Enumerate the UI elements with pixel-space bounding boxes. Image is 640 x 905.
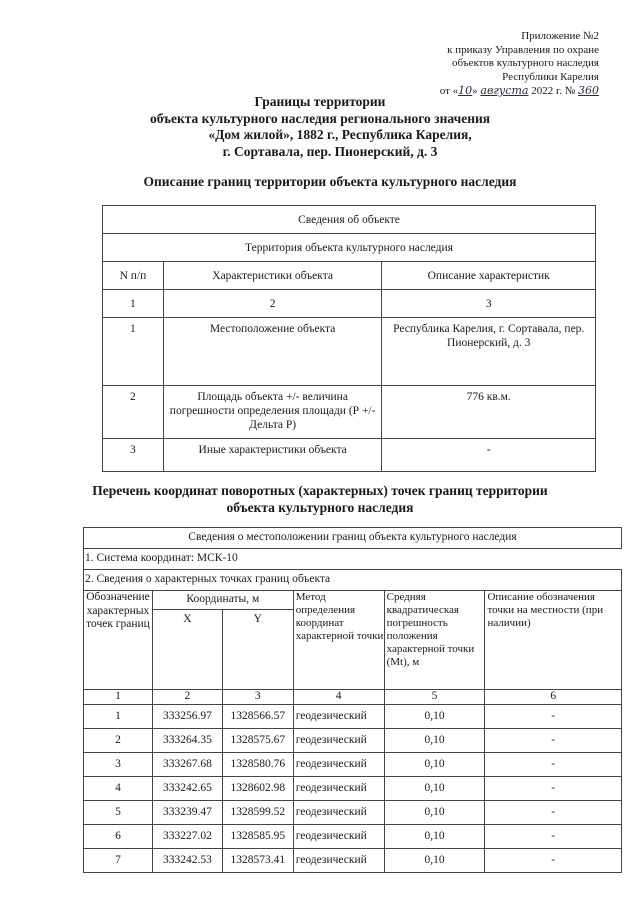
- point-x: 333227.02: [152, 825, 222, 849]
- row-number: 1: [103, 318, 164, 386]
- point-description: -: [485, 777, 622, 801]
- point-id: 2: [84, 729, 153, 753]
- column-header-error: Средняя квадратическая погрешность положения характерной точки (Mt), м: [384, 591, 485, 690]
- point-error: 0,10: [384, 705, 485, 729]
- point-y: 1328599.52: [222, 801, 293, 825]
- section-title-coordinates: [0, 483, 640, 516]
- column-number: 3: [222, 690, 293, 705]
- table-row: [84, 825, 622, 849]
- appendix-block: [440, 30, 599, 99]
- point-y: 1328575.67: [222, 729, 293, 753]
- row-number: 3: [103, 439, 164, 472]
- table-header: Сведения о местоположении границ объекта культурного наследия: [84, 528, 622, 549]
- table-row: [84, 729, 622, 753]
- section-title-line: Перечень координат поворотных (характерных) точек границ территории: [92, 483, 548, 498]
- table-row: [103, 386, 596, 439]
- point-method: геодезический: [293, 849, 384, 873]
- point-y: 1328573.41: [222, 849, 293, 873]
- point-id: 3: [84, 753, 153, 777]
- appendix-line: Приложение №2: [521, 30, 599, 42]
- point-id: 1: [84, 705, 153, 729]
- column-number: 2: [152, 690, 222, 705]
- table-row: [84, 777, 622, 801]
- column-number: 4: [293, 690, 384, 705]
- point-error: 0,10: [384, 753, 485, 777]
- title-line: Границы территории: [254, 94, 386, 109]
- point-method: геодезический: [293, 753, 384, 777]
- coordinate-system: 1. Система координат: МСК-10: [84, 549, 622, 570]
- column-number: 3: [382, 290, 596, 318]
- point-error: 0,10: [384, 801, 485, 825]
- table-row: [103, 439, 596, 472]
- title-line: объекта культурного наследия регионального значения: [149, 110, 491, 126]
- point-method: геодезический: [293, 777, 384, 801]
- column-header: N п/п: [103, 262, 164, 290]
- point-id: 4: [84, 777, 153, 801]
- point-description: -: [485, 825, 622, 849]
- point-description: -: [485, 705, 622, 729]
- row-description: -: [382, 439, 596, 472]
- appendix-line: Республики Карелия: [502, 70, 599, 83]
- handwritten-day: 10: [458, 84, 473, 97]
- point-y: 1328580.76: [222, 753, 293, 777]
- table-row: [84, 705, 622, 729]
- table-row: [84, 849, 622, 873]
- point-method: геодезический: [293, 729, 384, 753]
- point-id: 6: [84, 825, 153, 849]
- point-id: 5: [84, 801, 153, 825]
- column-header: Характеристики объекта: [163, 262, 382, 290]
- title-line: «Дом жилой», 1882 г., Республика Карелия,: [208, 127, 472, 142]
- appendix-line: объектов культурного наследия: [452, 57, 599, 69]
- point-y: 1328566.57: [222, 705, 293, 729]
- point-x: 333267.68: [152, 753, 222, 777]
- column-header: Описание характеристик: [382, 262, 596, 290]
- point-x: 333239.47: [152, 801, 222, 825]
- date-year: 2022 г. №: [531, 85, 576, 97]
- section-title-line: объекта культурного наследия: [226, 499, 414, 515]
- handwritten-order-number: 360: [578, 84, 599, 97]
- row-description: 776 кв.м.: [382, 386, 596, 439]
- point-description: -: [485, 729, 622, 753]
- row-characteristic: Местоположение объекта: [163, 318, 382, 386]
- coordinates-table: [83, 527, 622, 873]
- point-method: геодезический: [293, 705, 384, 729]
- column-number: 2: [163, 290, 382, 318]
- table-row: [84, 753, 622, 777]
- point-error: 0,10: [384, 729, 485, 753]
- point-description: -: [485, 849, 622, 873]
- point-y: 1328602.98: [222, 777, 293, 801]
- column-header-coordinates: Координаты, м: [152, 591, 293, 610]
- point-error: 0,10: [384, 825, 485, 849]
- section-title-description: Описание границ территории объекта культурного наследия: [143, 174, 517, 189]
- row-characteristic: Иные характеристики объекта: [163, 439, 382, 472]
- table-subheader: Территория объекта культурного наследия: [103, 234, 596, 262]
- points-info: 2. Сведения о характерных точках границ объекта: [84, 570, 622, 591]
- document-title: [0, 94, 640, 160]
- point-id: 7: [84, 849, 153, 873]
- date-mid: »: [472, 85, 478, 97]
- point-description: -: [485, 753, 622, 777]
- title-line: г. Сортавала, пер. Пионерский, д. 3: [222, 143, 438, 159]
- column-number: 1: [103, 290, 164, 318]
- column-header-y: Y: [222, 610, 293, 690]
- point-error: 0,10: [384, 849, 485, 873]
- point-y: 1328585.95: [222, 825, 293, 849]
- column-header-method: Метод определения координат характерной точки: [293, 591, 384, 690]
- handwritten-month: августа: [480, 84, 529, 97]
- point-method: геодезический: [293, 801, 384, 825]
- object-info-table: [102, 205, 596, 472]
- column-header-description: Описание обозначения точки на местности (при наличии): [485, 591, 622, 690]
- column-header-x: X: [152, 610, 222, 690]
- point-method: геодезический: [293, 825, 384, 849]
- table-row: [84, 801, 622, 825]
- point-x: 333256.97: [152, 705, 222, 729]
- table-row: [103, 318, 596, 386]
- appendix-line: к приказу Управления по охране: [447, 43, 599, 56]
- point-error: 0,10: [384, 777, 485, 801]
- column-number: 5: [384, 690, 485, 705]
- column-header-designation: Обозначение характерных точек границ: [84, 591, 153, 690]
- column-number: 6: [485, 690, 622, 705]
- point-x: 333242.65: [152, 777, 222, 801]
- row-description: Республика Карелия, г. Сортавала, пер. Пионерский, д. 3: [382, 318, 596, 386]
- point-description: -: [485, 801, 622, 825]
- row-number: 2: [103, 386, 164, 439]
- point-x: 333242.53: [152, 849, 222, 873]
- column-number: 1: [84, 690, 153, 705]
- point-x: 333264.35: [152, 729, 222, 753]
- row-characteristic: Площадь объекта +/- величина погрешности определения площади (Р +/- Дельта Р): [163, 386, 382, 439]
- date-prefix: от «: [439, 85, 459, 97]
- table-header: Сведения об объекте: [103, 206, 596, 234]
